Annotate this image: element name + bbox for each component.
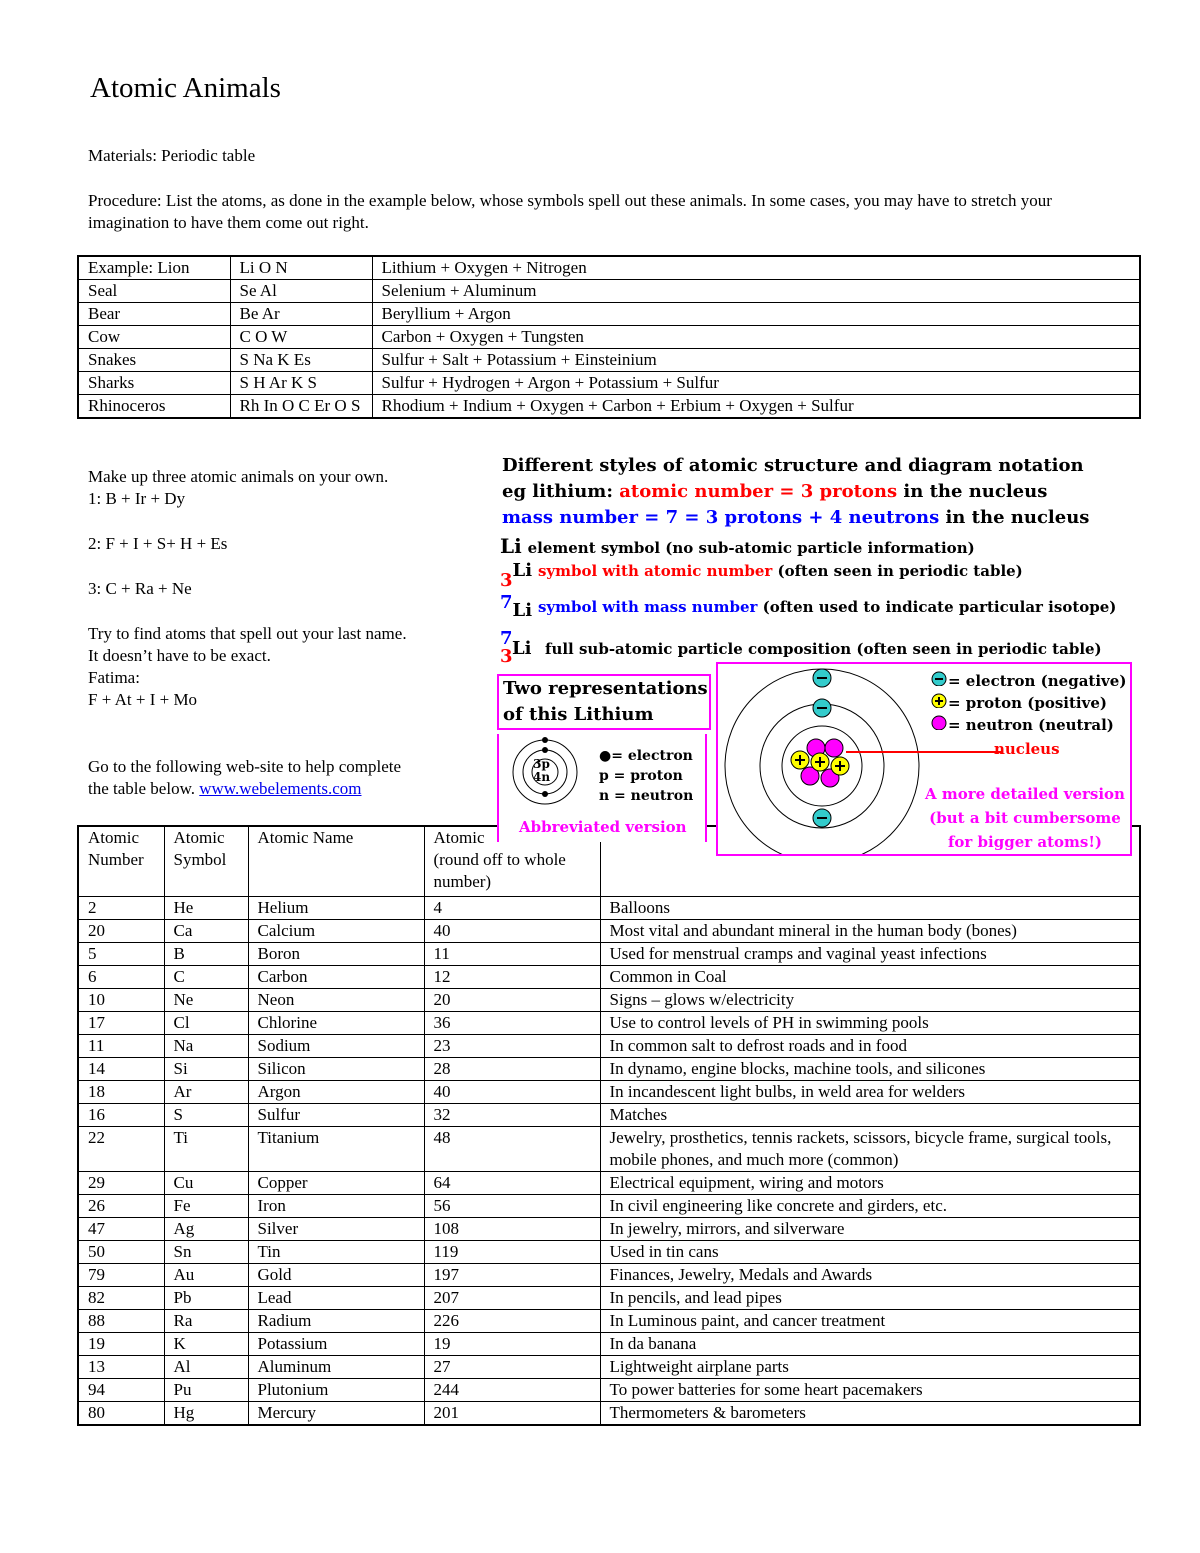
animal-row	[78, 303, 1140, 326]
atomic-name-cell: Radium	[248, 1309, 424, 1332]
atomic-mass-cell: 201	[424, 1401, 600, 1425]
element-row	[78, 896, 1140, 919]
abbr-neutrons: 4n	[533, 770, 551, 784]
uses-cell: Use to control levels of PH in swimming pools	[600, 1011, 1140, 1034]
element-row	[78, 1309, 1140, 1332]
goto-line-2	[88, 778, 478, 800]
atomic-symbol-cell: Ra	[164, 1309, 248, 1332]
animal-symbols-cell: C O W	[230, 326, 372, 349]
elements-table	[77, 825, 1141, 1426]
animal-row	[78, 349, 1140, 372]
detailed-caption-2: (but a bit cumbersome	[929, 809, 1121, 827]
atomic-symbol-cell: Ca	[164, 919, 248, 942]
own-line-1: 1: B + Ir + Dy	[88, 489, 186, 508]
atomic-symbol-cell: Ar	[164, 1080, 248, 1103]
uses-cell: Common in Coal	[600, 965, 1140, 988]
atomic-symbol-cell: He	[164, 896, 248, 919]
atomic-name-cell: Helium	[248, 896, 424, 919]
atomic-symbol-cell: Sn	[164, 1240, 248, 1263]
animal-animal-cell: Sharks	[78, 372, 230, 395]
uses-cell: To power batteries for some heart pacemakers	[600, 1378, 1140, 1401]
atomic-symbol-cell: Pb	[164, 1286, 248, 1309]
atomic-mass-cell: 64	[424, 1171, 600, 1194]
atomic-number-cell: 18	[78, 1080, 164, 1103]
atomic-mass-cell: 40	[424, 1080, 600, 1103]
atomic-name-cell: Silver	[248, 1217, 424, 1240]
heading2-prefix: eg lithium:	[502, 481, 620, 502]
atomic-symbol-cell: Cu	[164, 1171, 248, 1194]
abbr-legend-electron	[599, 746, 693, 766]
atomic-symbol-cell: Au	[164, 1263, 248, 1286]
style2-text-red: symbol with atomic number	[537, 562, 773, 580]
heading2-suffix: in the nucleus	[897, 481, 1048, 502]
atomic-name-cell: Chlorine	[248, 1011, 424, 1034]
atomic-mass-cell: 108	[424, 1217, 600, 1240]
name-label: Fatima:	[88, 668, 140, 687]
atomic-name-cell: Iron	[248, 1194, 424, 1217]
element-row	[78, 1034, 1140, 1057]
atomic-number-cell: 26	[78, 1194, 164, 1217]
animal-row	[78, 280, 1140, 303]
atomic-name-cell: Gold	[248, 1263, 424, 1286]
animal-elements-cell: Selenium + Aluminum	[372, 280, 1140, 303]
atomic-name-cell: Titanium	[248, 1126, 424, 1171]
element-row	[78, 1103, 1140, 1126]
animal-elements-cell: Lithium + Oxygen + Nitrogen	[372, 256, 1140, 280]
try-name-line-2: It doesn’t have to be exact.	[88, 646, 271, 665]
proton	[791, 751, 809, 769]
animal-symbols-cell: S Na K Es	[230, 349, 372, 372]
atomic-name-cell: Argon	[248, 1080, 424, 1103]
goto-line-1: Go to the following web-site to help complete	[88, 757, 402, 776]
animal-elements-cell: Beryllium + Argon	[372, 303, 1140, 326]
abbr-electron	[542, 737, 548, 743]
animal-symbols-cell: Li O N	[230, 256, 372, 280]
atomic-mass-cell: 23	[424, 1034, 600, 1057]
atomic-number-cell: 14	[78, 1057, 164, 1080]
uses-cell: Finances, Jewelry, Medals and Awards	[600, 1263, 1140, 1286]
element-row	[78, 1011, 1140, 1034]
animal-row	[78, 395, 1140, 419]
detailed-key	[930, 670, 1126, 736]
own-intro: Make up three atomic animals on your own.	[88, 467, 389, 486]
atomic-number-cell: 29	[78, 1171, 164, 1194]
element-row	[78, 1263, 1140, 1286]
uses-cell: Signs – glows w/electricity	[600, 988, 1140, 1011]
style3-text: (often used to indicate particular isotope)	[757, 598, 1117, 616]
heading2-atomic-number: atomic number = 3 protons	[619, 481, 898, 502]
header-round-note: (round off to whole number)	[433, 850, 566, 891]
atomic-number-cell: 19	[78, 1332, 164, 1355]
uses-cell: In jewelry, mirrors, and silverware	[600, 1217, 1140, 1240]
uses-cell: Balloons	[600, 896, 1140, 919]
atomic-name-cell: Boron	[248, 942, 424, 965]
key-neutron	[930, 714, 1126, 736]
style2-text: (often seen in periodic table)	[772, 562, 1023, 580]
style3-text-blue: symbol with mass number	[537, 598, 758, 616]
abbreviated-label: Abbreviated version	[519, 818, 687, 836]
element-row	[78, 1378, 1140, 1401]
element-row	[78, 1126, 1140, 1171]
atomic-symbol-cell: Ag	[164, 1217, 248, 1240]
style4-notation	[500, 628, 532, 670]
proton-key-icon	[930, 692, 948, 708]
atomic-name-cell: Silicon	[248, 1057, 424, 1080]
notation-heading-line-1: Different styles of atomic structure and diagram notation	[502, 455, 1084, 476]
atomic-mass-cell: 27	[424, 1355, 600, 1378]
style1-text: element symbol (no sub-atomic particle information)	[527, 539, 975, 557]
atomic-symbol-cell: C	[164, 965, 248, 988]
abbr-protons: 3p	[533, 757, 550, 771]
detailed-caption-3: for bigger atoms!)	[947, 833, 1103, 851]
atomic-mass-cell: 11	[424, 942, 600, 965]
element-row	[78, 965, 1140, 988]
atomic-symbol-cell: Cl	[164, 1011, 248, 1034]
atomic-symbol-cell: Hg	[164, 1401, 248, 1425]
element-row	[78, 1217, 1140, 1240]
atomic-number-cell: 47	[78, 1217, 164, 1240]
animal-elements-cell: Sulfur + Salt + Potassium + Einsteinium	[372, 349, 1140, 372]
element-row	[78, 1355, 1140, 1378]
element-row	[78, 1332, 1140, 1355]
atomic-number-cell: 17	[78, 1011, 164, 1034]
atomic-mass-cell: 119	[424, 1240, 600, 1263]
uses-cell: In dynamo, engine blocks, machine tools, and silicones	[600, 1057, 1140, 1080]
atomic-mass-cell: 197	[424, 1263, 600, 1286]
atomic-symbol-cell: Na	[164, 1034, 248, 1057]
uses-cell: In incandescent light bulbs, in weld area for welders	[600, 1080, 1140, 1103]
try-name-line-1: Try to find atoms that spell out your last name.	[88, 624, 407, 643]
animal-elements-cell: Sulfur + Hydrogen + Argon + Potassium + Sulfur	[372, 372, 1140, 395]
inner-electron	[813, 809, 831, 827]
atomic-mass-cell: 36	[424, 1011, 600, 1034]
proton	[831, 757, 849, 775]
element-row	[78, 988, 1140, 1011]
atomic-number-cell: 20	[78, 919, 164, 942]
animal-animal-cell: Example: Lion	[78, 256, 230, 280]
style4-subscript: 3	[500, 646, 513, 667]
element-row	[78, 1057, 1140, 1080]
uses-cell: In Luminous paint, and cancer treatment	[600, 1309, 1140, 1332]
uses-cell: Most vital and abundant mineral in the human body (bones)	[600, 919, 1140, 942]
atomic-symbol-cell: B	[164, 942, 248, 965]
nucleus-label: nucleus	[994, 740, 1060, 758]
atomic-number-cell: 50	[78, 1240, 164, 1263]
style-plain	[500, 534, 975, 558]
abbr-nucleus-label	[533, 758, 550, 784]
header-atomic-name: Atomic Name	[248, 826, 424, 896]
atomic-number-cell: 2	[78, 896, 164, 919]
abbr-legend	[599, 746, 693, 806]
key-electron-text: = electron (negative)	[948, 672, 1127, 690]
own-line-2: 2: F + I + S+ H + Es	[88, 534, 228, 553]
animal-row	[78, 256, 1140, 280]
atomic-number-cell: 88	[78, 1309, 164, 1332]
animal-symbols-cell: Be Ar	[230, 303, 372, 326]
abbr-electron	[542, 791, 548, 797]
electron-key-icon	[930, 670, 948, 686]
atomic-number-cell: 82	[78, 1286, 164, 1309]
atomic-number-cell: 6	[78, 965, 164, 988]
webelements-link[interactable]: www.webelements.com	[199, 779, 362, 798]
name-atoms: F + At + I + Mo	[88, 690, 198, 709]
inner-electron	[813, 699, 831, 717]
animal-elements-cell: Carbon + Oxygen + Tungsten	[372, 326, 1140, 349]
atomic-symbol-cell: Fe	[164, 1194, 248, 1217]
two-representations-box	[497, 674, 711, 730]
atomic-mass-cell: 28	[424, 1057, 600, 1080]
page-title: Atomic Animals	[90, 72, 281, 104]
atomic-number-cell: 94	[78, 1378, 164, 1401]
animal-animal-cell: Cow	[78, 326, 230, 349]
atomic-name-cell: Tin	[248, 1240, 424, 1263]
atomic-name-cell: Sulfur	[248, 1103, 424, 1126]
goto-line-2-text: the table below.	[88, 779, 195, 798]
element-row	[78, 1194, 1140, 1217]
animal-symbols-cell: Se Al	[230, 280, 372, 303]
atomic-mass-cell: 226	[424, 1309, 600, 1332]
atomic-number-cell: 5	[78, 942, 164, 965]
header-atomic-mass-title: Atomic	[433, 828, 485, 847]
element-row	[78, 1080, 1140, 1103]
neutron	[825, 739, 843, 757]
atomic-symbol-cell: Ne	[164, 988, 248, 1011]
atomic-name-cell: Potassium	[248, 1332, 424, 1355]
atomic-number-cell: 16	[78, 1103, 164, 1126]
abbr-legend-electron-text: = electron	[611, 748, 693, 764]
key-electron	[930, 670, 1126, 692]
atomic-symbol-cell: Al	[164, 1355, 248, 1378]
style1-symbol: Li	[500, 534, 522, 558]
electron-dot-icon: ●	[599, 748, 612, 764]
atomic-number-cell: 22	[78, 1126, 164, 1171]
animal-animal-cell: Snakes	[78, 349, 230, 372]
element-row	[78, 1171, 1140, 1194]
procedure-text: Procedure: List the atoms, as done in the example below, whose symbols spell out these animals. In some cases, you may have to stretch your imagination to have them come out right.	[88, 191, 1052, 232]
atomic-mass-cell: 207	[424, 1286, 600, 1309]
animal-animal-cell: Rhinoceros	[78, 395, 230, 419]
atomic-mass-cell: 40	[424, 919, 600, 942]
atomic-mass-cell: 12	[424, 965, 600, 988]
uses-cell: In da banana	[600, 1332, 1140, 1355]
abbr-legend-neutron: n = neutron	[599, 788, 694, 804]
atomic-symbol-cell: Ti	[164, 1126, 248, 1171]
key-proton-text: = proton (positive)	[948, 694, 1107, 712]
atomic-symbol-cell: Si	[164, 1057, 248, 1080]
notation-heading	[502, 453, 1089, 531]
style-mass-number	[500, 592, 1117, 621]
style2-subscript: 3	[500, 570, 513, 591]
element-row	[78, 919, 1140, 942]
atomic-mass-cell: 20	[424, 988, 600, 1011]
atomic-name-cell: Aluminum	[248, 1355, 424, 1378]
atomic-name-cell: Mercury	[248, 1401, 424, 1425]
abbr-legend-proton: p = proton	[599, 768, 683, 784]
atomic-mass-cell: 244	[424, 1378, 600, 1401]
uses-cell: In pencils, and lead pipes	[600, 1286, 1140, 1309]
style-atomic-number	[500, 560, 1023, 591]
uses-cell: Electrical equipment, wiring and motors	[600, 1171, 1140, 1194]
atomic-number-cell: 10	[78, 988, 164, 1011]
element-row	[78, 1286, 1140, 1309]
atomic-name-cell: Carbon	[248, 965, 424, 988]
heading3-suffix: in the nucleus	[939, 507, 1090, 528]
uses-cell: Jewelry, prosthetics, tennis rackets, scissors, bicycle frame, surgical tools, mobile phones, and much more (common)	[600, 1126, 1140, 1171]
uses-cell: Lightweight airplane parts	[600, 1355, 1140, 1378]
materials-line: Materials: Periodic table	[88, 146, 256, 165]
header-atomic-symbol: Atomic Symbol	[164, 826, 248, 896]
atomic-name-cell: Lead	[248, 1286, 424, 1309]
uses-cell: In common salt to defrost roads and in food	[600, 1034, 1140, 1057]
style4-symbol: Li	[512, 638, 532, 659]
neutron-key-icon	[930, 714, 948, 730]
animal-animal-cell: Bear	[78, 303, 230, 326]
proton	[811, 753, 829, 771]
atomic-number-cell: 80	[78, 1401, 164, 1425]
atomic-name-cell: Sodium	[248, 1034, 424, 1057]
uses-cell: Thermometers & barometers	[600, 1401, 1140, 1425]
atomic-number-cell: 13	[78, 1355, 164, 1378]
outer-electron	[813, 669, 831, 687]
atomic-name-cell: Neon	[248, 988, 424, 1011]
header-atomic-number: Atomic Number	[78, 826, 164, 896]
heading3-mass-number: mass number = 7 = 3 protons + 4 neutrons	[502, 507, 940, 528]
two-rep-line-2: of this Lithium	[503, 704, 654, 725]
uses-cell: Matches	[600, 1103, 1140, 1126]
atomic-name-cell: Copper	[248, 1171, 424, 1194]
abbr-electron	[542, 747, 548, 753]
notation-heading-line-2	[502, 479, 1089, 505]
style4-superscript: 7	[500, 628, 513, 649]
animals-table	[77, 255, 1141, 419]
own-line-3: 3: C + Ra + Ne	[88, 579, 192, 598]
atomic-mass-cell: 56	[424, 1194, 600, 1217]
key-neutron-text: = neutron (neutral)	[948, 716, 1114, 734]
element-row	[78, 1240, 1140, 1263]
own-animals-section	[88, 466, 478, 800]
abbreviated-box	[497, 734, 707, 842]
animal-animal-cell: Seal	[78, 280, 230, 303]
style3-symbol: Li	[512, 600, 533, 621]
animal-elements-cell: Rhodium + Indium + Oxygen + Carbon + Erbium + Oxygen + Sulfur	[372, 395, 1140, 419]
style3-superscript: 7	[500, 592, 513, 613]
atomic-name-cell: Plutonium	[248, 1378, 424, 1401]
animal-row	[78, 372, 1140, 395]
detailed-caption-1: A more detailed version	[925, 785, 1125, 803]
atomic-name-cell: Calcium	[248, 919, 424, 942]
two-rep-line-1: Two representations	[503, 678, 708, 699]
animal-row	[78, 326, 1140, 349]
atomic-number-cell: 79	[78, 1263, 164, 1286]
uses-cell: Used in tin cans	[600, 1240, 1140, 1263]
uses-cell: Used for menstrual cramps and vaginal yeast infections	[600, 942, 1140, 965]
atomic-mass-cell: 48	[424, 1126, 600, 1171]
detailed-caption	[914, 782, 1136, 854]
key-proton	[930, 692, 1126, 714]
detailed-box	[716, 662, 1132, 856]
atomic-mass-cell: 19	[424, 1332, 600, 1355]
animal-symbols-cell: S H Ar K S	[230, 372, 372, 395]
atomic-mass-cell: 4	[424, 896, 600, 919]
atomic-symbol-cell: S	[164, 1103, 248, 1126]
style4-text: full sub-atomic particle composition (often seen in periodic table)	[545, 640, 1102, 658]
element-row	[78, 1401, 1140, 1425]
notation-heading-line-3	[502, 505, 1089, 531]
atomic-mass-cell: 32	[424, 1103, 600, 1126]
atomic-symbol-cell: Pu	[164, 1378, 248, 1401]
element-row	[78, 942, 1140, 965]
uses-cell: In civil engineering like concrete and girders, etc.	[600, 1194, 1140, 1217]
animal-symbols-cell: Rh In O C Er O S	[230, 395, 372, 419]
atomic-symbol-cell: K	[164, 1332, 248, 1355]
atomic-number-cell: 11	[78, 1034, 164, 1057]
style2-symbol: Li	[512, 560, 533, 581]
